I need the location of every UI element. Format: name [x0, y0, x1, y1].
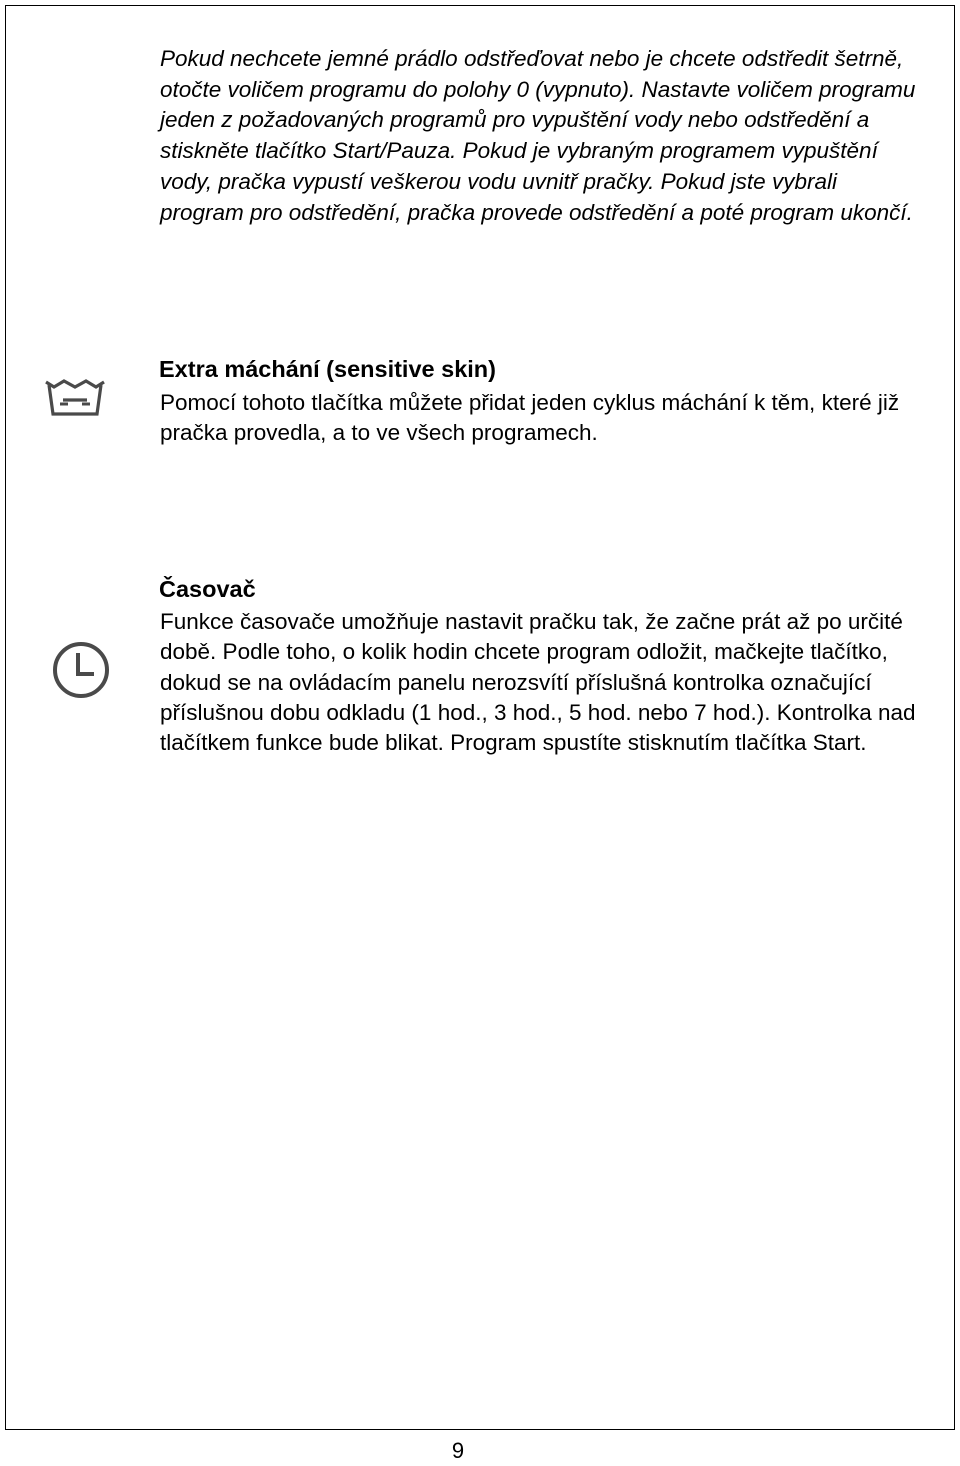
extra-rinse-description: Pomocí tohoto tlačítka můžete přidat jeden cyklus máchání k těm, které již pračka provedla, a to ve všech programech.: [160, 390, 900, 446]
intro-paragraph: Pokud nechcete jemné prádlo odstřeďovat nebo je chcete odstředit šetrně, otočte voličem programu do polohy 0 (vypnuto). Nastavte voličem programu jeden z požadovaných programů pro vypuštění vody nebo odstředění a stiskněte tlačítko Start/Pauza. Pokud je vybraným programem vypuštění vody, pračka vypustí veškerou vodu uvnitř pračky. Pokud jste vybrali program pro odstředění, pračka provede odstředění a poté program ukončí.: [160, 46, 916, 225]
rinse-tub-icon: [43, 378, 107, 418]
clock-icon: [51, 640, 111, 700]
page-number-container: [0, 1436, 960, 1466]
timer-description: Funkce časovače umožňuje nastavit pračku tak, že začne prát až po určité době. Podle toho, o kolik hodin chcete program odložit, mačkejte tlačítko, dokud se na ovládacím panelu nerozsvítí příslušná kontrolka označující příslušnou dobu odkladu (1 hod., 3 hod., 5 hod. nebo 7 hod.). Kontrolka nad tlačítkem funkce bude blikat. Program spustíte stisknutím tlačítka Start.: [160, 609, 916, 756]
page-number: 9: [451, 1438, 465, 1463]
extra-rinse-title: Extra máchání (sensitive skin): [159, 356, 496, 382]
timer-title: Časovač: [159, 576, 256, 602]
